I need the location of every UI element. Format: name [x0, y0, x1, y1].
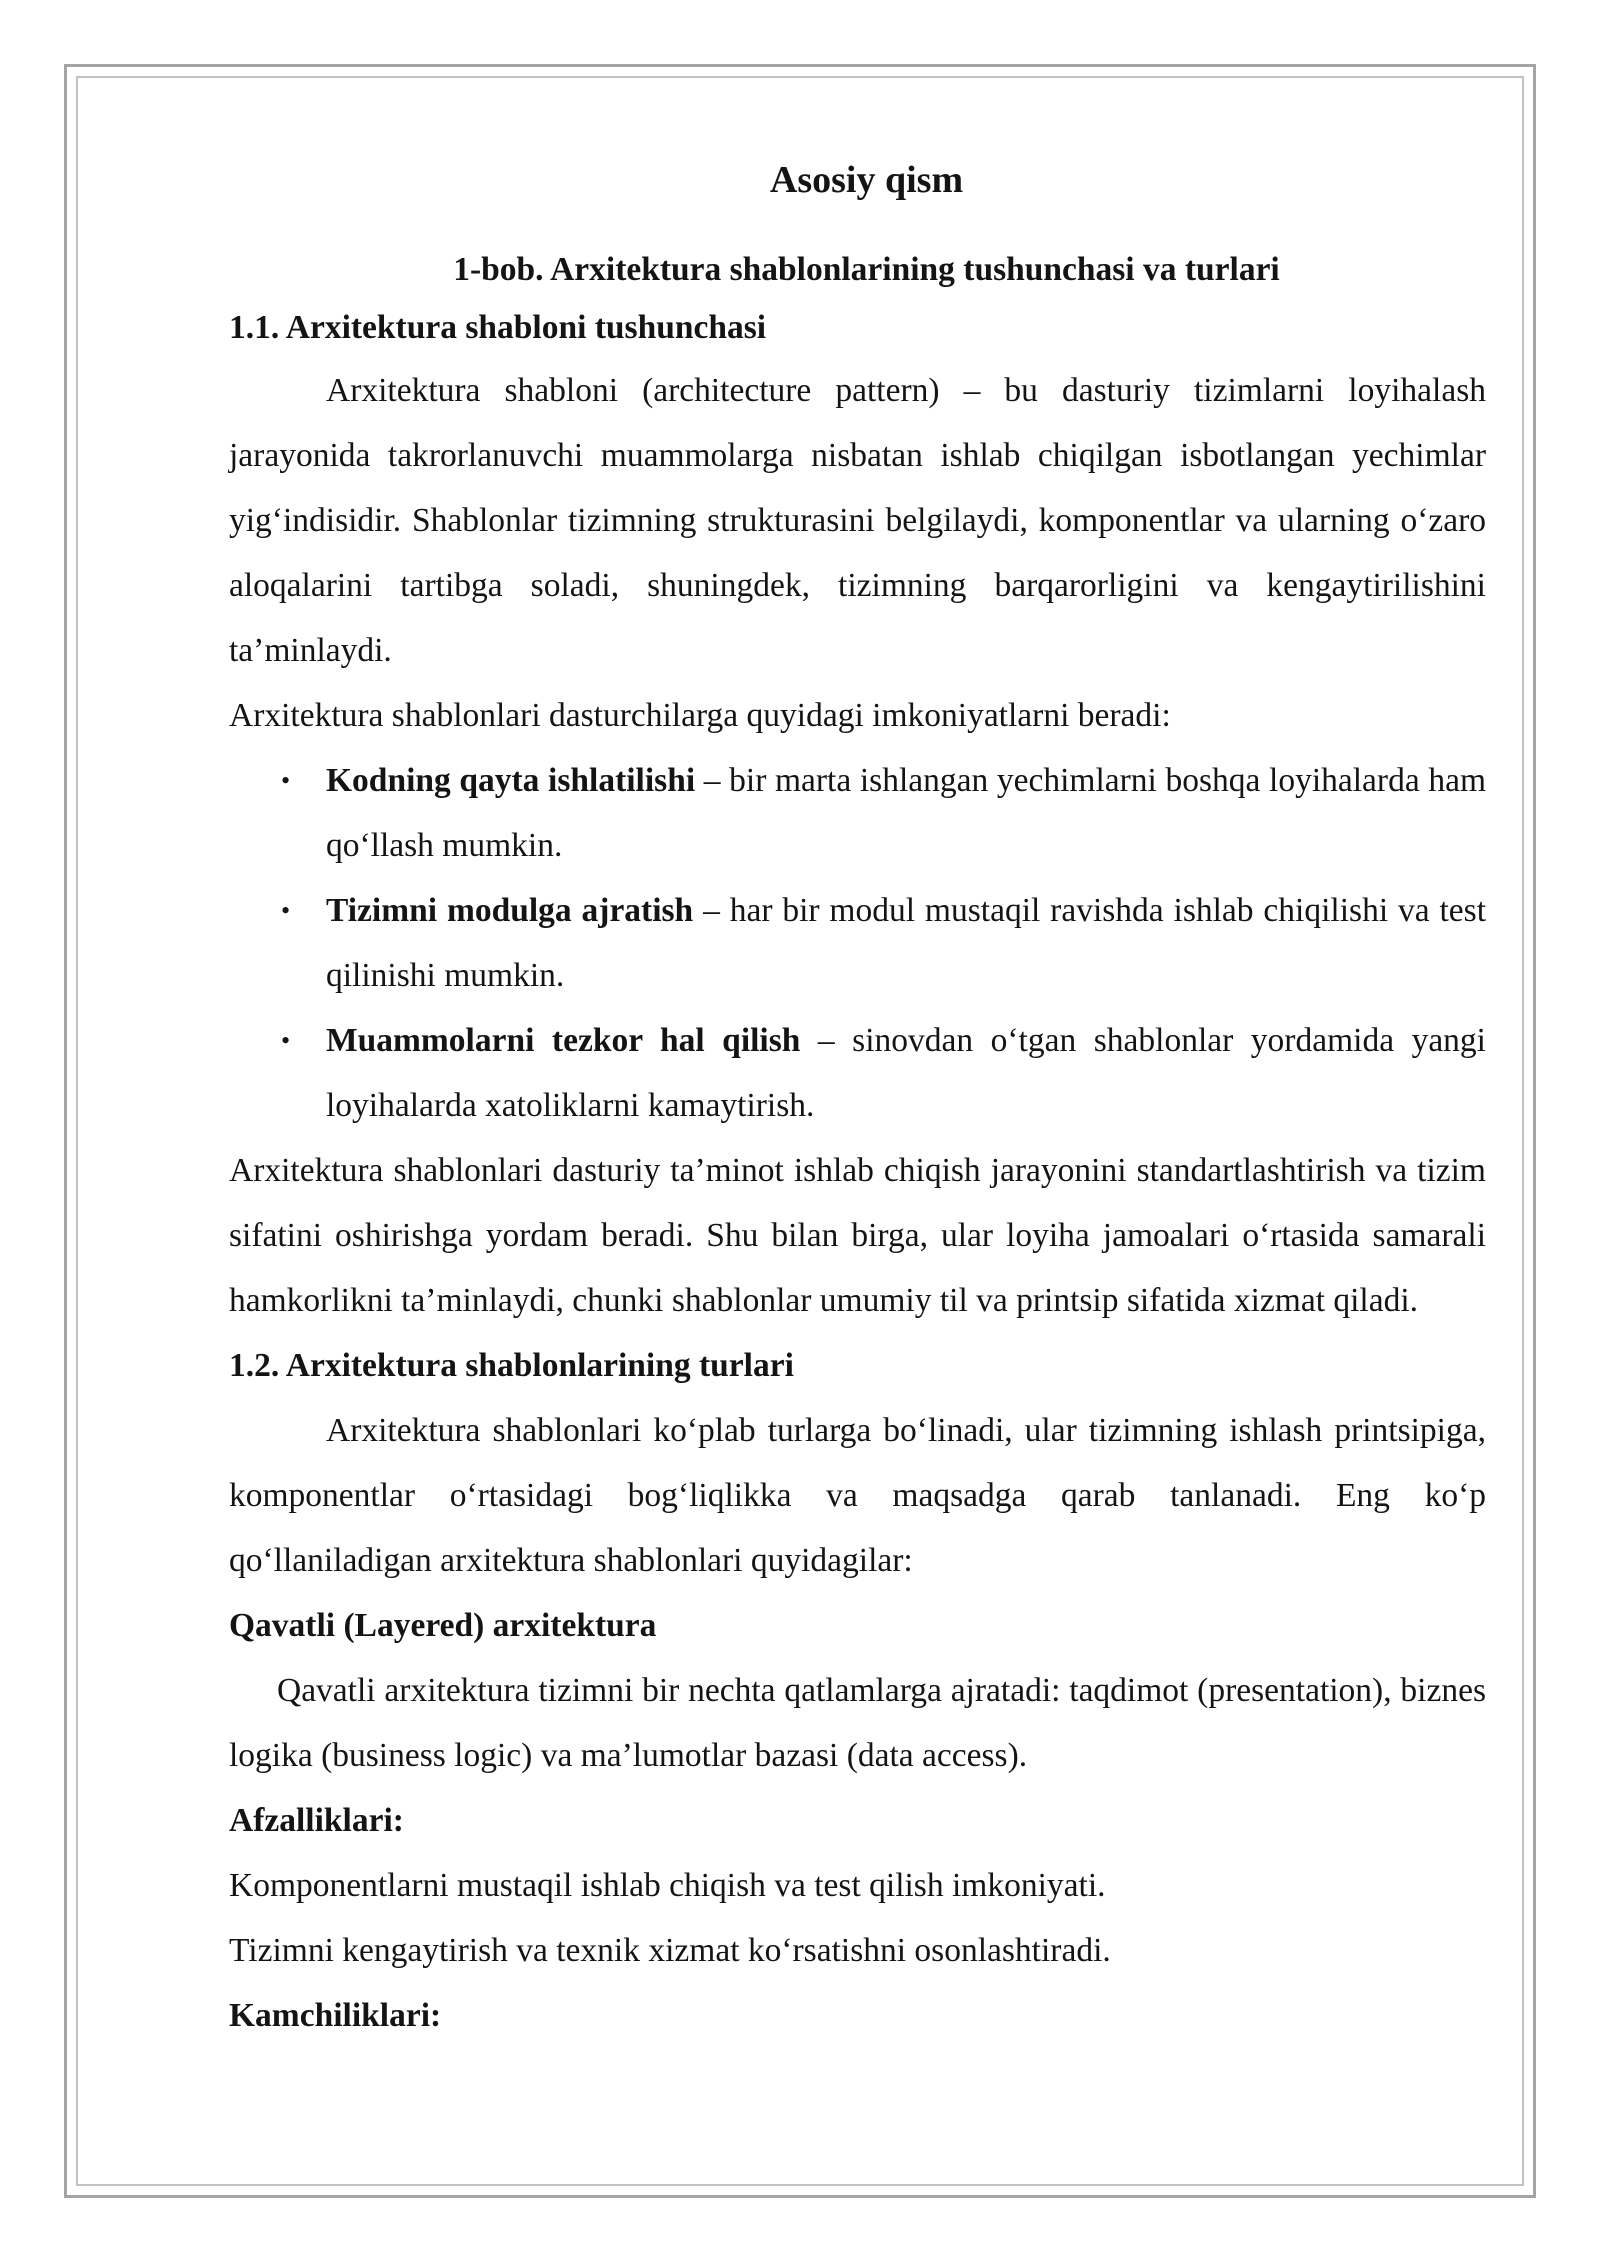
bullet-icon: • — [281, 1026, 291, 1055]
chapter-title: 1-bob. Arxitektura shablonlarining tushunchasi va turlari — [453, 251, 1280, 288]
list-item — [229, 878, 1486, 1008]
list-item-term: Tizimni modulga ajratish — [326, 892, 694, 929]
paragraph-definition: Arxitektura shabloni (architecture pattern) – bu dasturiy tizimlarni loyihalash jarayonida takrorlanuvchi muammolarga nisbatan ishlab chiqilgan isbotlangan yechimlar yig‘indisidir. Shablonlar tizimning strukturasini belgilaydi, komponentlar va ularning o‘zaro aloqalarini tartibga soladi, shuningdek, tizimning barqarorligini va kengaytirilishini ta’minlaydi. — [229, 372, 1486, 669]
advantage-item: Komponentlarni mustaqil ishlab chiqish va test qilish imkoniyati. — [229, 1867, 1106, 1904]
paragraph-capabilities-intro: Arxitektura shablonlari dasturchilarga quyidagi imkoniyatlarni beradi: — [229, 697, 1171, 734]
advantages-heading: Afzalliklari: — [229, 1802, 404, 1839]
paragraph-standardization: Arxitektura shablonlari dasturiy ta’minot ishlab chiqish jarayonini standartlashtirish va tizim sifatini oshirishga yordam beradi. Shu bilan birga, ular loyiha jamoalari o‘rtasida samarali hamkorlikni ta’minlaydi, chunki shablonlar umumiy til va printsip sifatida xizmat qiladi. — [229, 1152, 1486, 1319]
list-item-term: Muammolarni tezkor hal qilish — [326, 1022, 801, 1059]
layered-heading: Qavatli (Layered) arxitektura — [229, 1607, 657, 1644]
disadvantages-heading: Kamchiliklari: — [229, 1997, 442, 2034]
list-item — [229, 748, 1486, 878]
paragraph-types-intro: Arxitektura shablonlari ko‘plab turlarga bo‘linadi, ular tizimning ishlash printsipiga, komponentlar o‘rtasidagi bog‘liqlikka va maqsadga qarab tanlanadi. Eng ko‘p qo‘llaniladigan arxitektura shablonlari quyidagilar: — [229, 1412, 1486, 1579]
section-heading-1-2: 1.2. Arxitektura shablonlarining turlari — [229, 1347, 794, 1384]
list-item-text: – har bir modul mustaqil ravishda ishlab chiqilishi va test qilinishi mumkin. — [326, 892, 1487, 994]
list-item — [229, 1008, 1486, 1138]
advantage-item: Tizimni kengaytirish va texnik xizmat ko‘rsatishni osonlashtiradi. — [229, 1932, 1111, 1969]
list-item-text: – sinovdan o‘tgan shablonlar yordamida yangi loyihalarda xatoliklarni kamaytirish. — [326, 1022, 1486, 1124]
document-title: Asosiy qism — [769, 159, 964, 201]
bullet-icon: • — [281, 766, 291, 795]
list-item-term: Kodning qayta ishlatilishi — [326, 762, 696, 799]
document-body — [229, 148, 1486, 2048]
capabilities-list — [229, 748, 1486, 1138]
section-heading-1-1: 1.1. Arxitektura shabloni tushunchasi — [229, 309, 767, 346]
paragraph-layered: Qavatli arxitektura tizimni bir nechta qatlamlarga ajratadi: taqdimot (presentation), biznes logika (business logic) va ma’lumotlar bazasi (data access). — [229, 1672, 1486, 1774]
bullet-icon: • — [281, 896, 291, 925]
list-item-text: – bir marta ishlangan yechimlarni boshqa loyihalarda ham qo‘llash mumkin. — [326, 762, 1486, 864]
